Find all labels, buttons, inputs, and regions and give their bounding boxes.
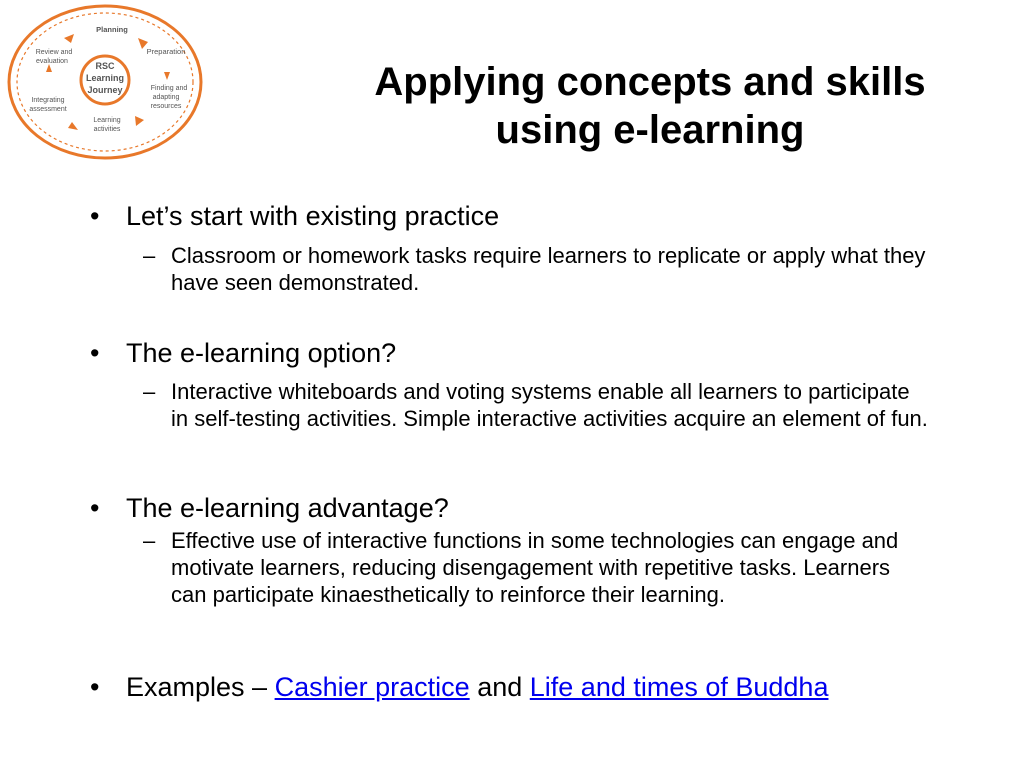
bullet-text: Let’s start with existing practice: [126, 201, 500, 231]
logo-stage-finding-2: adapting: [152, 94, 180, 101]
logo-stage-learning-2: activities: [93, 126, 121, 133]
sub-text: Interactive whiteboards and voting systems enable all learners to participate in self-testing activities. Simple interactive activities acquire an element of fun.: [171, 379, 928, 431]
logo-stage-learning-1: Learning: [93, 117, 121, 124]
life-and-times-of-buddha-link[interactable]: Life and times of Buddha: [529, 672, 829, 702]
logo-stage-preparation: Preparation: [146, 47, 186, 56]
sub-text: Classroom or homework tasks require learners to replicate or apply what they have seen demonstrated.: [171, 243, 926, 295]
logo-stage-integrating-1: Integrating: [31, 97, 65, 104]
logo-stage-integrating-2: assessment: [29, 106, 67, 113]
examples-and: and: [477, 672, 523, 702]
logo-center-line1: RSC: [95, 61, 115, 71]
title-line-1: Applying concepts and skills: [374, 60, 926, 104]
logo-stage-finding-1: Finding and: [150, 85, 188, 92]
bullet-dot: •: [90, 338, 100, 368]
logo-stage-finding-3: resources: [150, 103, 182, 110]
logo-center-line2: Learning: [85, 73, 125, 83]
slide-title: [300, 58, 1000, 154]
bullet-text: The e-learning advantage?: [126, 493, 449, 523]
sub-dash: –: [143, 528, 156, 553]
logo-stage-review-2: evaluation: [36, 58, 68, 65]
sub-dash: –: [143, 379, 156, 404]
examples-prefix: Examples –: [126, 672, 268, 702]
sub-dash: –: [143, 243, 156, 268]
title-line-2: using e-learning: [495, 108, 805, 152]
bullet-dot: •: [90, 493, 100, 523]
rsc-learning-journey-logo: [4, 2, 206, 162]
bullet-text: The e-learning option?: [126, 338, 397, 368]
sub-text: Effective use of interactive functions in some technologies can engage and motivate learners, reducing disengagement with repetitive tasks. Learners can participate kinaesthetically to reinforce their learning.: [171, 528, 899, 607]
logo-stage-review-1: Review and: [35, 49, 73, 56]
bullet-text: [126, 672, 906, 703]
bullet-dot: •: [90, 672, 100, 702]
logo-stage-planning: Planning: [96, 25, 128, 34]
bullet-dot: •: [90, 201, 100, 231]
logo-center-line3: Journey: [87, 85, 123, 95]
cashier-practice-link[interactable]: Cashier practice: [274, 672, 470, 702]
